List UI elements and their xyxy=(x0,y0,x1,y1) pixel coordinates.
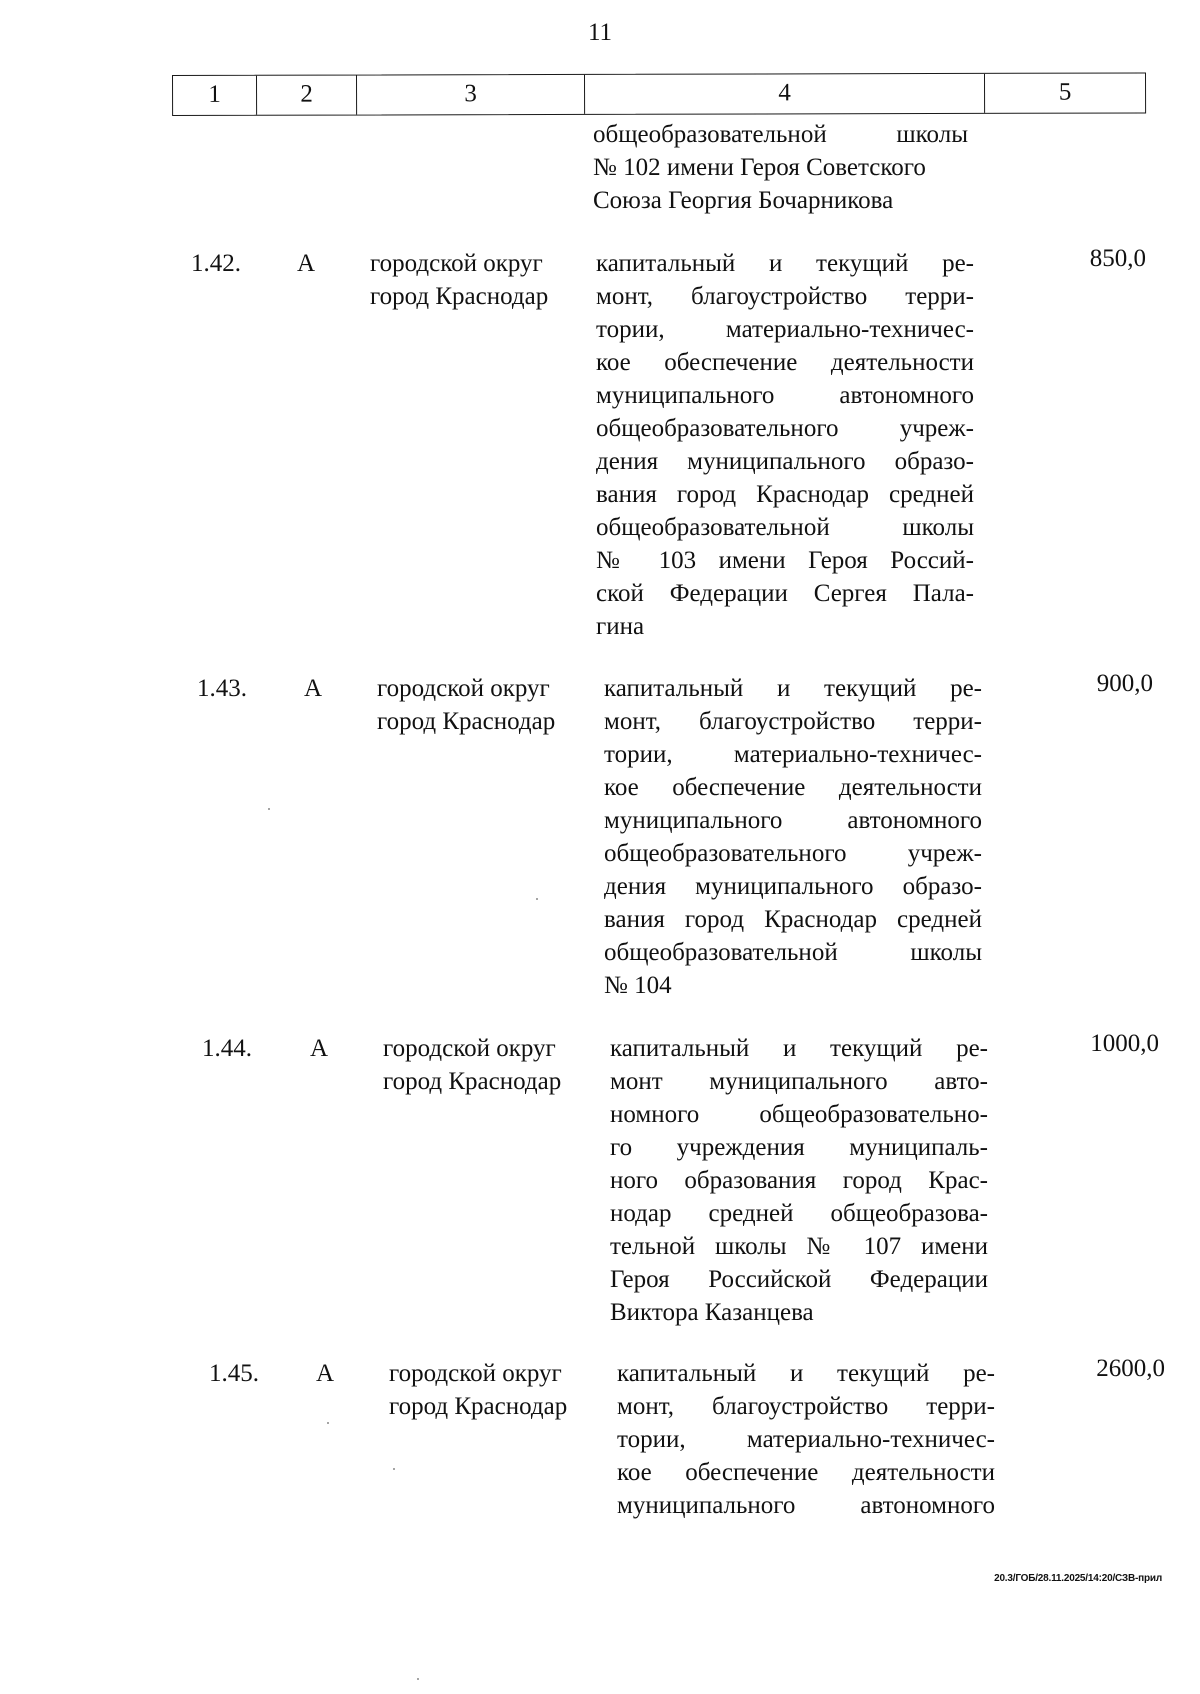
desc-line: монт, благоустройство терри- xyxy=(617,1393,995,1420)
desc-line: монт, благоустройство терри- xyxy=(596,283,974,310)
desc-line: тельной школы № 107 имени xyxy=(610,1233,988,1260)
scan-speck xyxy=(327,1422,329,1424)
scan-speck xyxy=(536,898,538,900)
row-area xyxy=(370,247,585,313)
continuation-description xyxy=(593,118,968,217)
desc-line: Виктора Казанцева xyxy=(610,1299,814,1326)
desc-line: капитальный и текущий ре- xyxy=(596,250,974,277)
row-category: А xyxy=(316,1360,335,1387)
desc-line: тории, материально-техничес- xyxy=(596,316,974,343)
document-code: 20.3/ГОБ/28.11.2025/14:20/СЗВ-прил xyxy=(994,1573,1162,1584)
header-col-2: 2 xyxy=(257,76,357,115)
desc-line: кое обеспечение деятельности xyxy=(604,774,982,801)
desc-line: капитальный и текущий ре- xyxy=(617,1360,995,1387)
desc-line: общеобразовательной школы xyxy=(604,939,982,966)
header-col-4: 4 xyxy=(585,74,985,114)
desc-line: капитальный и текущий ре- xyxy=(610,1035,988,1062)
row-description xyxy=(610,1032,988,1329)
row-description xyxy=(596,247,974,643)
desc-line: муниципального автономного xyxy=(596,382,974,409)
row-number: 1.42. xyxy=(191,250,241,277)
page-number: 11 xyxy=(587,19,613,46)
desc-line: гина xyxy=(596,613,645,640)
desc-line: вания город Краснодар средней xyxy=(604,906,982,933)
scan-speck xyxy=(393,1468,395,1470)
row-number: 1.44. xyxy=(202,1035,252,1062)
area-line: город Краснодар xyxy=(383,1068,562,1095)
row-category: А xyxy=(297,250,316,277)
desc-line: Союза Георгия Бочарникова xyxy=(593,187,894,214)
area-line: городской округ xyxy=(377,675,550,702)
desc-line: муниципального автономного xyxy=(617,1492,995,1519)
table-header xyxy=(172,72,1146,116)
row-area xyxy=(389,1357,604,1423)
desc-line: го учреждения муниципаль- xyxy=(610,1134,988,1161)
desc-line: № 102 имени Героя Советского xyxy=(593,154,926,181)
desc-line: № 103 имени Героя Россий- xyxy=(596,547,974,574)
desc-line: ного образования город Крас- xyxy=(610,1167,988,1194)
header-col-5: 5 xyxy=(1058,78,1072,106)
area-line: город Краснодар xyxy=(370,283,549,310)
row-amount: 2600,0 xyxy=(1096,1355,1165,1382)
desc-line: вания город Краснодар средней xyxy=(596,481,974,508)
scan-speck xyxy=(268,808,270,810)
row-category: А xyxy=(310,1035,329,1062)
area-line: городской округ xyxy=(370,250,543,277)
header-col-3: 3 xyxy=(357,75,585,115)
area-line: городской округ xyxy=(389,1360,562,1387)
scan-speck xyxy=(417,1678,419,1680)
desc-line: общеобразовательного учреж- xyxy=(604,840,982,867)
row-area xyxy=(377,672,592,738)
desc-line: тории, материально-техничес- xyxy=(617,1426,995,1453)
desc-line: монт, благоустройство терри- xyxy=(604,708,982,735)
desc-line: капитальный и текущий ре- xyxy=(604,675,982,702)
desc-line: нодар средней общеобразова- xyxy=(610,1200,988,1227)
desc-line: монт муниципального авто- xyxy=(610,1068,988,1095)
desc-line: муниципального автономного xyxy=(604,807,982,834)
row-amount: 1000,0 xyxy=(1090,1030,1159,1057)
area-line: город Краснодар xyxy=(389,1393,568,1420)
row-category: А xyxy=(304,675,323,702)
desc-line: № 104 xyxy=(604,972,672,999)
desc-line: тории, материально-техничес- xyxy=(604,741,982,768)
desc-line: общеобразовательного учреж- xyxy=(596,415,974,442)
area-line: город Краснодар xyxy=(377,708,556,735)
row-number: 1.43. xyxy=(197,675,247,702)
area-line: городской округ xyxy=(383,1035,556,1062)
desc-line: ской Федерации Сергея Пала- xyxy=(596,580,974,607)
header-col-1: 1 xyxy=(173,76,257,115)
row-description xyxy=(604,672,982,1002)
row-amount: 900,0 xyxy=(1096,670,1153,697)
desc-line: Героя Российской Федерации xyxy=(610,1266,988,1293)
row-amount: 850,0 xyxy=(1089,245,1146,272)
row-description xyxy=(617,1357,995,1522)
desc-line: дения муниципального образо- xyxy=(596,448,974,475)
row-number: 1.45. xyxy=(209,1360,259,1387)
desc-line: общеобразовательной школы xyxy=(593,121,968,148)
desc-line: кое обеспечение деятельности xyxy=(617,1459,995,1486)
desc-line: дения муниципального образо- xyxy=(604,873,982,900)
desc-line: номного общеобразовательно- xyxy=(610,1101,988,1128)
desc-line: общеобразовательной школы xyxy=(596,514,974,541)
row-area xyxy=(383,1032,598,1098)
desc-line: кое обеспечение деятельности xyxy=(596,349,974,376)
